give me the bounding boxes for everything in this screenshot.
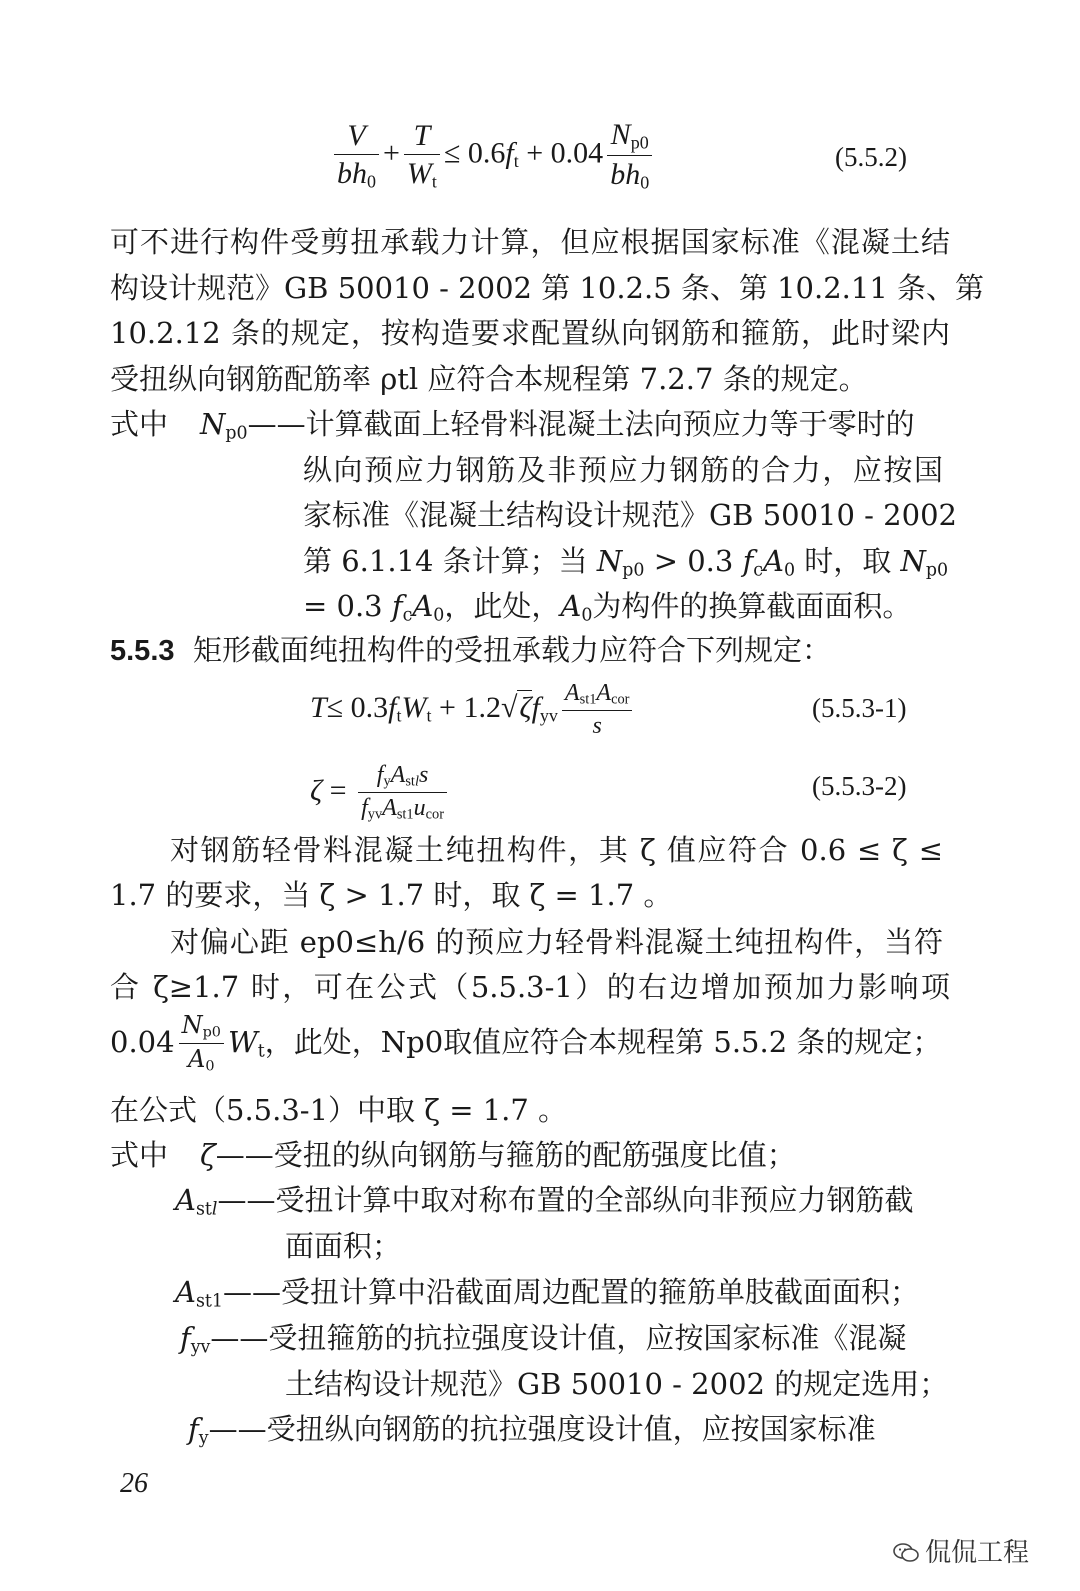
paragraph-line: 10.2.12 条的规定，按构造要求配置纵向钢筋和箍筋，此时梁内 xyxy=(110,316,950,350)
where-label: 式中 xyxy=(110,407,169,441)
equation-number: (5.5.2) xyxy=(835,142,907,172)
equation-5-5-3-1: $T\le 0.3f_tW_t + 1.2√\zeta f_{yv}$ $\frac{A_{st1}A_{cor}}{s}$ xyxy=(310,680,636,740)
where-term-ast1: $A_{st1}——$受扭计算中沿截面周边配置的箍筋单肢截面面积； xyxy=(175,1275,919,1312)
where-term-np0: $N_{p0}——$计算截面上轻骨料混凝土法向预应力等于零时的 xyxy=(200,407,915,444)
paragraph-line: 受扭纵向钢筋配筋率 ρtl 应符合本规程第 7.2.7 条的规定。 xyxy=(110,362,868,396)
where-desc-line: 面面积； xyxy=(285,1229,402,1263)
where-desc-line: 土结构设计规范》GB 50010 - 2002 的规定选用； xyxy=(285,1367,949,1401)
watermark xyxy=(893,1532,1029,1569)
paragraph-line: 对钢筋轻骨料混凝土纯扭构件，其 ζ 值应符合 0.6 ≤ ζ ≤ xyxy=(170,833,943,867)
page-number: 26 xyxy=(120,1468,148,1499)
paragraph-line: 0.04 $\frac{N_{p0}}{A_0}$ $W_t$，此处，Np0取值应符合本规程第 5.5.2 条的规定； xyxy=(110,1011,942,1076)
where-desc-line: 家标准《混凝土结构设计规范》GB 50010 - 2002 xyxy=(303,498,957,532)
where-desc-line: 纵向预应力钢筋及非预应力钢筋的合力，应按国 xyxy=(303,453,943,487)
equation-5-5-2: $\frac{V}{bh_0}$ + $\frac{T}{W_t}$ ≤ $0.6f_t + 0.04$ $\frac{N_{p0}}{bh_0}$ xyxy=(330,118,656,194)
equation-number: (5.5.3-2) xyxy=(812,771,907,801)
paragraph-line: 对偏心距 ep0≤h/6 的预应力轻骨料混凝土纯扭构件，当符 xyxy=(170,925,943,959)
paragraph-line: 合 ζ≥1.7 时，可在公式（5.5.3-1）的右边增加预加力影响项 xyxy=(110,970,950,1004)
where-term-fyv: $f_{yv}——$受扭箍筋的抗拉强度设计值，应按国家标准《混凝 xyxy=(180,1321,907,1358)
equation-number: (5.5.3-1) xyxy=(812,693,907,723)
equation-5-5-3-2: ζ = $\frac{f_yA_{stl}s}{f_{yv}A_{st1}u_{cor}}$ xyxy=(310,762,451,824)
where-term-fy: $f_y——$受扭纵向钢筋的抗拉强度设计值，应按国家标准 xyxy=(188,1412,876,1449)
paragraph-line: 可不进行构件受剪扭承载力计算，但应根据国家标准《混凝土结 xyxy=(110,225,950,259)
paragraph-line: 1.7 的要求，当 ζ > 1.7 时，取 ζ = 1.7 。 xyxy=(110,878,673,912)
where-desc-line: = 0.3 $f_cA_0$，此处，$A_0$为构件的换算截面面积。 xyxy=(303,589,912,626)
where-term-astl: $A_{stl}——$受扭计算中取对称布置的全部纵向非预应力钢筋截 xyxy=(175,1183,914,1220)
where-term-zeta: ζ——受扭的纵向钢筋与箍筋的配筋强度比值； xyxy=(200,1138,796,1172)
section-heading: 5.5.3 矩形截面纯扭构件的受扭承载力应符合下列规定： xyxy=(110,633,831,667)
watermark-text: 侃侃工程 xyxy=(925,1538,1030,1568)
wechat-icon xyxy=(893,1542,919,1564)
paragraph-line: 在公式（5.5.3-1）中取 ζ = 1.7 。 xyxy=(110,1093,568,1127)
where-desc-line: 第 6.1.14 条计算；当 $N_{p0} > 0.3$ $f_cA_0$ 时，取 $N_{p0}$ xyxy=(303,544,949,581)
where-label: 式中 xyxy=(110,1138,169,1172)
paragraph-line: 构设计规范》GB 50010 - 2002 第 10.2.5 条、第 10.2.11 条、第 xyxy=(110,271,985,305)
